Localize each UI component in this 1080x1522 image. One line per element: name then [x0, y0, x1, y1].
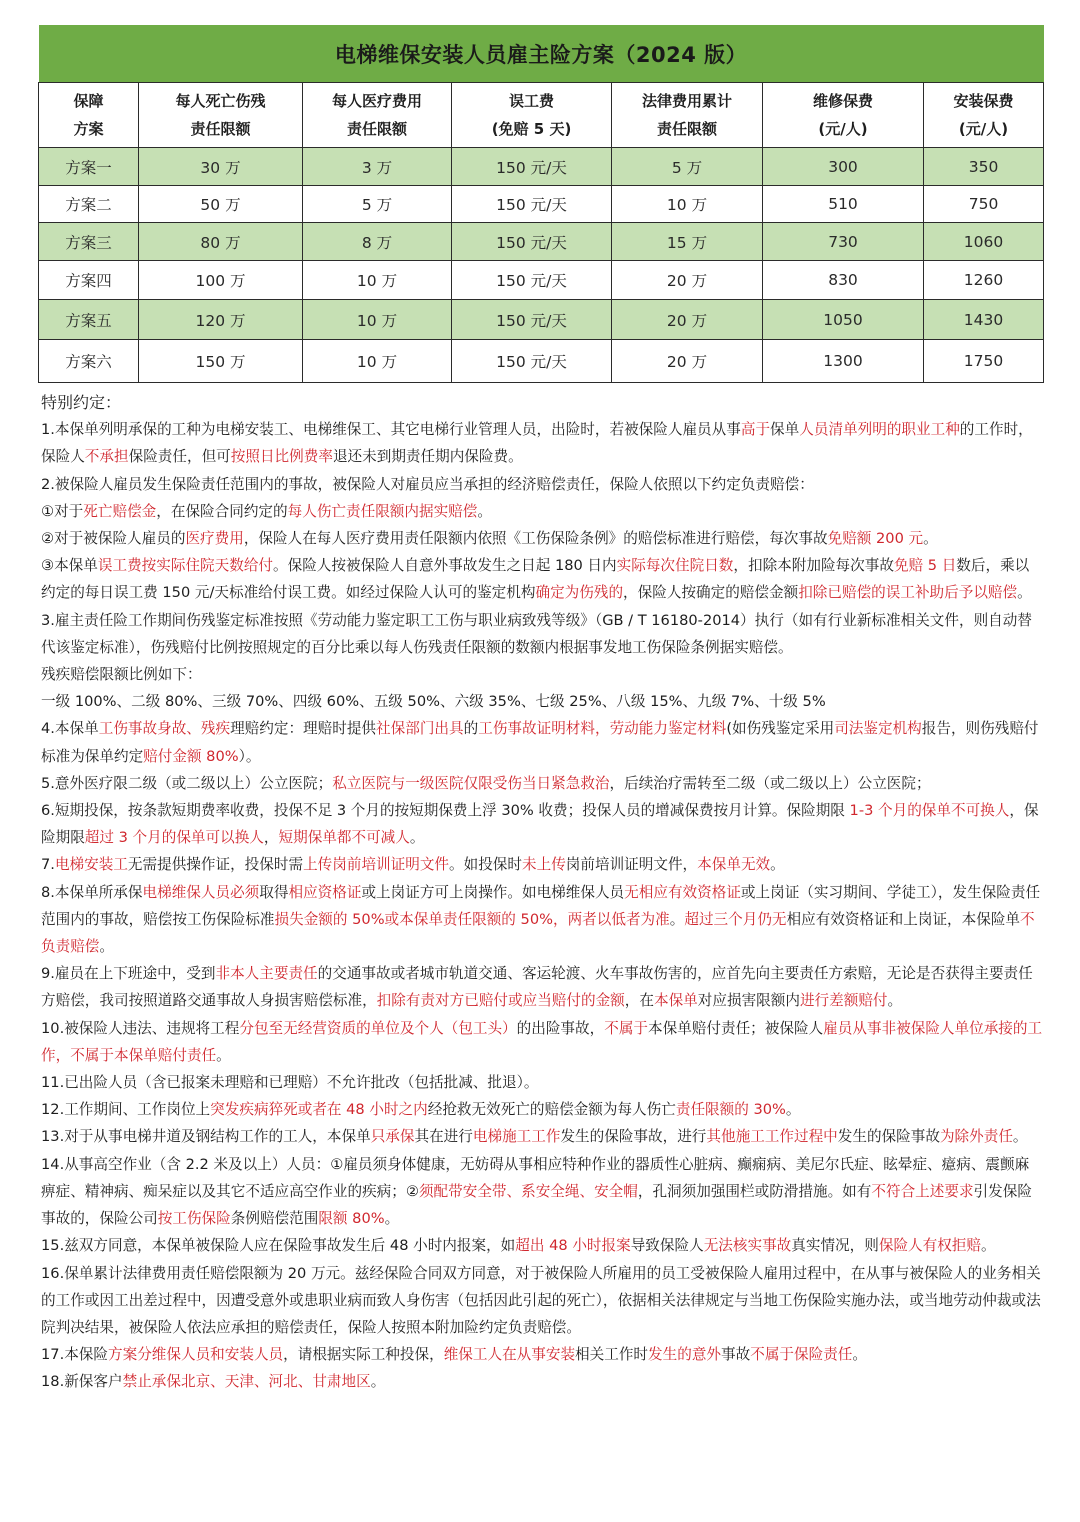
highlighted-text: 每人伤亡责任限额内据实赔偿: [287, 502, 478, 520]
provision-item: [41, 1260, 1043, 1342]
highlighted-text: 不承担: [84, 448, 129, 466]
highlighted-text: 不属于保险责任: [750, 1346, 853, 1364]
plan-name-cell: 方案六: [39, 340, 139, 383]
table-cell: 120 万: [139, 300, 303, 340]
highlighted-text: 1-3 个月的保单不可换人: [849, 802, 1010, 820]
provision-text: 。: [981, 1237, 996, 1255]
highlighted-text: 超出 48 小时报案: [515, 1237, 631, 1255]
table-cell: 830: [763, 261, 924, 300]
column-header-line: 误工费: [508, 92, 554, 110]
provision-item: [41, 416, 1043, 470]
table-cell: 150 元/天: [452, 261, 612, 300]
table-cell: 10 万: [303, 300, 452, 340]
table-cell: 80 万: [139, 223, 303, 261]
provision-text: 经抢救无效死亡的赔偿金额为每人伤亡: [427, 1101, 676, 1119]
highlighted-text: 上传岗前培训证明文件: [303, 856, 450, 874]
provision-text: (如伤残鉴定采用: [726, 720, 835, 738]
table-row: [39, 340, 1044, 383]
provision-text: ，在: [624, 992, 654, 1010]
table-cell: 20 万: [612, 261, 763, 300]
provision-text: 12.工作期间、工作岗位上: [41, 1101, 211, 1119]
column-header: [612, 83, 763, 148]
provision-text: 。: [785, 1101, 801, 1119]
provision-item: [41, 688, 1043, 715]
provision-text: 11.已出险人员（含已报案未理赔和已理赔）不允许批改（包括批减、批退）。: [41, 1074, 539, 1092]
provision-text: 。: [384, 1210, 400, 1228]
column-header: [139, 83, 303, 148]
highlighted-text: 医疗费用: [185, 530, 244, 548]
provision-text: 数后，乘以约定的每日误工费 150 元/天标准给付误工费。如经过保险人认可的鉴定机构: [41, 557, 1030, 602]
provision-text: ，孔洞须加强围栏或防滑措施。如有: [637, 1182, 872, 1200]
provision-text: 保险责任，但可: [128, 448, 231, 466]
special-provisions-label: 特别约定：: [41, 393, 122, 412]
highlighted-text: 无法核实事故: [703, 1237, 792, 1255]
provision-item: [41, 525, 1043, 552]
plan-name-cell: 方案五: [39, 300, 139, 340]
provision-text: ，保险人在每人医疗费用责任限额内依照《工伤保险条例》的赔偿标准进行赔偿，每次事故: [243, 530, 828, 548]
provision-text: 16.保单累计法律费用责任赔偿限额为 20 万元。兹经保险合同双方同意，对于被保险人所雇用的员工受被保险人雇用过程中，在从事与被保险人的业务相关的工作或因工出差过程中，因遭受意外或患职业病而致人身伤害（包括因此引起的死亡），依据相关法律规定与当地工伤保险实施办法，或当地劳动仲裁或法院判决结果，被保险人依法应承担的赔偿责任，保险人按照本附加险约定负责赔偿。: [41, 1264, 1041, 1336]
provision-text: 15.兹双方同意，本保单被保险人应在保险事故发生后 48 小时内报案，如: [41, 1237, 516, 1255]
provision-text: 引发保险事故的，保险公司: [41, 1182, 1032, 1228]
provision-item: [41, 851, 1043, 878]
provision-text: 退还未到期责任期内保险费。: [332, 448, 523, 466]
provision-item: [41, 1151, 1043, 1233]
provision-text: 。: [669, 910, 685, 928]
highlighted-text: 扣除已赔偿的误工补助后予以赔偿: [798, 584, 1018, 602]
provision-text: ③本保单: [41, 557, 98, 575]
provision-text: 其在进行: [414, 1128, 473, 1146]
table-row: [39, 300, 1044, 340]
highlighted-text: 扣除有责对方已赔付或应当赔付的金额: [376, 992, 625, 1010]
provision-text: ）。: [238, 747, 261, 765]
table-cell: 10 万: [303, 340, 452, 383]
column-header: [452, 83, 612, 148]
column-header-line: 责任限额: [190, 120, 251, 138]
table-row: [39, 223, 1044, 261]
table-cell: 30 万: [139, 148, 303, 186]
highlighted-text: 分包至无经营资质的单位及个人（包工头）: [239, 1019, 517, 1037]
table-cell: 20 万: [612, 340, 763, 383]
provision-text: 对应损害限额内: [697, 992, 800, 1010]
provision-text: 。: [887, 992, 903, 1010]
provision-text: 的出险事故，: [516, 1019, 605, 1037]
page-title: 电梯维保安装人员雇主险方案（2024 版）: [39, 25, 1044, 83]
provision-text: 残疾赔偿限额比例如下：: [41, 666, 202, 684]
provision-text: 事故: [721, 1346, 751, 1364]
column-header: [924, 83, 1044, 148]
provision-text: 岗前培训证明文件，: [565, 856, 698, 874]
highlighted-text: 工伤事故身故、残疾: [98, 720, 231, 738]
highlighted-text: 司法鉴定机构: [834, 720, 922, 738]
provision-text: 14.从事高空作业（含 2.2 米及以上）人员：①雇员须身体健康，无妨碍从事相应特种作业的器质性心脏病、癫痫病、美尼尔氏症、眩晕症、癔病、震颤麻痹症、精神病、痴呆症以及其它不适应高空作业的疾病；②: [41, 1155, 1030, 1200]
provision-item: [41, 1015, 1043, 1069]
highlighted-text: 电梯安装工: [54, 856, 128, 874]
highlighted-text: 工伤事故证明材料，劳动能力鉴定材料: [478, 720, 727, 738]
provision-text: 真实情况，则: [791, 1237, 879, 1255]
column-header-line: 责任限额: [656, 120, 717, 138]
highlighted-text: 其他施工工作过程中: [706, 1128, 838, 1146]
provision-text: 报告，则伤残赔付标准为保单约定: [41, 720, 1039, 765]
table-cell: 5 万: [612, 148, 763, 186]
provision-text: ，在保险合同约定的: [156, 502, 288, 520]
provision-text: 发生的保险事故，进行: [560, 1128, 707, 1146]
provision-text: 。: [852, 1346, 867, 1364]
highlighted-text: 不符合上述要求: [871, 1182, 974, 1200]
table-cell: 300: [763, 148, 924, 186]
column-header-line: 保障: [73, 92, 104, 110]
highlighted-text: 限额 80%: [318, 1210, 385, 1228]
provision-text: 5.意外医疗限二级（或二级以上）公立医院；: [41, 774, 333, 792]
highlighted-text: 雇员从事非被保险人单位承接的工作，不属于本保单赔付责任: [41, 1019, 1043, 1064]
highlighted-text: 电梯维保人员必须: [142, 883, 260, 901]
highlighted-text: 维保工人在从事安装: [443, 1346, 576, 1364]
highlighted-text: 不负责赔偿: [41, 910, 1035, 956]
column-header: [39, 83, 139, 148]
highlighted-text: 禁止承保北京、天津、河北、甘肃地区: [122, 1373, 371, 1391]
provision-text: 18.新保客户: [41, 1373, 123, 1391]
column-header-line: (免赔 5 天): [491, 120, 572, 138]
table-cell: 350: [924, 148, 1044, 186]
column-header-line: 每人死亡伤残: [175, 92, 266, 110]
highlighted-text: 电梯施工工作: [472, 1128, 561, 1146]
provisions-list: [41, 416, 1043, 1395]
provision-text: 7.: [41, 856, 55, 874]
table-cell: 150 元/天: [452, 186, 612, 223]
provision-text: 。: [409, 829, 425, 847]
column-header-line: (元/人): [958, 120, 1009, 138]
provision-text: 相关工作时: [575, 1346, 649, 1364]
table-cell: 15 万: [612, 223, 763, 261]
table-cell: 10 万: [303, 261, 452, 300]
highlighted-text: 方案分维保人员和安装人员: [108, 1346, 284, 1364]
column-header-line: 安装保费: [953, 92, 1014, 110]
highlighted-text: 超过三个月仍无: [684, 910, 787, 928]
provision-item: [41, 498, 1043, 525]
highlighted-text: 人员清单列明的职业工种: [799, 421, 960, 439]
plan-name-cell: 方案一: [39, 148, 139, 186]
table-cell: 50 万: [139, 186, 303, 223]
provision-text: 相应有效资格证和上岗证，本保险单: [786, 910, 1021, 928]
highlighted-text: 超过 3 个月的保单可以换人: [84, 829, 264, 847]
highlighted-text: 死亡赔偿金: [83, 502, 157, 520]
table-row: [39, 261, 1044, 300]
provision-text: 。: [770, 856, 785, 874]
highlighted-text: 社保部门出具: [376, 720, 464, 738]
highlighted-text: 保险人有权拒赔: [878, 1237, 982, 1255]
provision-text: 。: [1017, 584, 1032, 602]
provision-item: [41, 1232, 1043, 1259]
provision-item: [41, 552, 1043, 606]
provision-text: 或上岗证（实习期间、学徒工），发生保险责任范围内的事故，赔偿按工伤保险标准: [41, 883, 1041, 928]
provision-text: 本保单赔付责任；被保险人: [648, 1019, 824, 1037]
provision-text: 6.短期投保，按条款短期费率收费，投保不足 3 个月的按短期保费上浮 30% 收费；投保人员的增减保费按月计算。保险期限: [41, 802, 850, 820]
highlighted-text: 按照日比例费率: [230, 448, 333, 466]
plan-name-cell: 方案四: [39, 261, 139, 300]
provision-text: 8.本保单所承保: [41, 883, 143, 901]
column-header: [763, 83, 924, 148]
table-cell: 10 万: [612, 186, 763, 223]
provision-text: 或上岗证方可上岗操作。如电梯维保人员: [361, 883, 625, 901]
highlighted-text: 按工伤保险: [157, 1210, 231, 1228]
table-cell: 730: [763, 223, 924, 261]
table-cell: 150 元/天: [452, 223, 612, 261]
provision-text: 的交通事故或者城市轨道交通、客运轮渡、火车事故伤害的，应首先向主要责任方索赔，无论是否获得主要责任方赔偿，我司按照道路交通事故人身损害赔偿标准，: [41, 965, 1033, 1010]
table-cell: 1050: [763, 300, 924, 340]
provision-text: ，后续治疗需转至二级（或二级以上）公立医院；: [609, 774, 931, 792]
provision-text: 理赔约定：理赔时提供: [230, 720, 377, 738]
table-cell: 1300: [763, 340, 924, 383]
highlighted-text: 非本人主要责任: [215, 965, 318, 983]
table-cell: 1750: [924, 340, 1044, 383]
provision-text: 无需提供操作证，投保时需: [127, 856, 304, 874]
highlighted-text: 无相应有效资格证: [624, 883, 741, 901]
provision-text: 导致保险人: [630, 1237, 704, 1255]
table-cell: 3 万: [303, 148, 452, 186]
provision-text: 3.雇主责任险工作期间伤残鉴定标准按照《劳动能力鉴定职工工伤与职业病致残等级》（GB / T 16180-2014）执行（如有行业新标准相关文件，则自动替代该鉴定标准），伤残赔付比例按照规定的百分比乘以每人伤残责任限额的数额内根据事发地工伤保险条例据实赔偿。: [41, 611, 1032, 656]
provision-item: [41, 715, 1043, 769]
provision-item: [41, 1069, 1043, 1096]
column-header-line: 每人医疗费用: [331, 92, 422, 110]
column-header-line: 法律费用累计: [641, 92, 732, 110]
highlighted-text: 进行差额赔付: [799, 992, 888, 1010]
plan-name-cell: 方案二: [39, 186, 139, 223]
provision-text: 10.被保险人违法、违规将工程: [41, 1019, 240, 1037]
highlighted-text: 免赔 5 日: [893, 557, 957, 575]
provision-text: 。: [216, 1046, 231, 1064]
provision-text: 条例赔偿范围: [230, 1210, 319, 1228]
highlighted-text: 免赔额 200 元: [827, 530, 924, 548]
insurance-plan-table: [38, 25, 1044, 383]
highlighted-text: 本保单无效: [697, 856, 771, 874]
highlighted-text: 赔付金额 80%: [143, 747, 239, 765]
provision-text: 一级 100%、二级 80%、三级 70%、四级 60%、五级 50%、六级 35%、七级 25%、八级 15%、九级 7%、十级 5%: [41, 693, 826, 711]
column-header-line: 维修保费: [812, 92, 873, 110]
table-body: [39, 148, 1044, 383]
highlighted-text: 须配带安全带、系安全绳、安全帽: [418, 1182, 638, 1200]
provision-item: [41, 1123, 1043, 1150]
provision-text: 4.本保单: [41, 720, 99, 738]
provision-item: [41, 797, 1043, 851]
table-cell: 150 万: [139, 340, 303, 383]
provision-text: ，扣除本附加险每次事故: [733, 557, 894, 575]
highlighted-text: 责任限额的 30%: [675, 1101, 786, 1119]
provision-text: ，保险人按确定的赔偿金额: [623, 584, 799, 602]
table-cell: 100 万: [139, 261, 303, 300]
table-cell: 1060: [924, 223, 1044, 261]
provision-text: 13.对于从事电梯井道及钢结构工作的工人，本保单: [41, 1128, 371, 1146]
highlighted-text: 损失金额的 50%或本保单责任限额的 50%，两者以低者为准: [274, 910, 670, 928]
provision-item: [41, 607, 1043, 661]
table-cell: 150 元/天: [452, 340, 612, 383]
highlighted-text: 发生的意外: [648, 1346, 722, 1364]
highlighted-text: 相应资格证: [288, 883, 362, 901]
highlighted-text: 误工费按实际住院天数给付: [97, 557, 274, 575]
table-header-row: [39, 83, 1044, 148]
provision-item: [41, 1096, 1043, 1123]
provision-text: ②对于被保险人雇员的: [41, 530, 186, 548]
provision-item: [41, 661, 1043, 688]
provision-text: 的工作时，保险人: [41, 421, 1033, 466]
provision-text: 。: [99, 938, 114, 956]
provision-text: ①对于: [41, 502, 84, 520]
provision-text: 1.本保单列明承保的工种为电梯安装工、电梯维保工、其它电梯行业管理人员，出险时，若被保险人雇员从事: [41, 421, 741, 439]
table-cell: 5 万: [303, 186, 452, 223]
column-header-line: 责任限额: [346, 120, 407, 138]
table-cell: 150 元/天: [452, 300, 612, 340]
table-cell: 1430: [924, 300, 1044, 340]
provision-item: [41, 1368, 1043, 1395]
provision-text: 9.雇员在上下班途中，受到: [41, 965, 216, 983]
provision-item: [41, 1341, 1043, 1368]
provision-item: [41, 770, 1043, 797]
highlighted-text: 确定为伤残的: [535, 584, 624, 602]
highlighted-text: 高于: [740, 421, 771, 439]
provision-text: 2.被保险人雇员发生保险责任范围内的事故，被保险人对雇员应当承担的经济赔偿责任，保险人依照以下约定负责赔偿：: [41, 475, 814, 493]
highlighted-text: 不属于: [604, 1019, 649, 1037]
provision-text: ，: [263, 829, 279, 847]
provision-text: 17.本保险: [41, 1346, 108, 1364]
provision-item: [41, 879, 1043, 961]
provision-text: 的: [463, 720, 479, 738]
provision-text: ，请根据实际工种投保，: [283, 1346, 444, 1364]
highlighted-text: 私立医院与一级医院仅限受伤当日紧急救治: [332, 774, 610, 792]
provision-text: 。: [477, 502, 492, 520]
highlighted-text: 实际每次住院日数: [616, 557, 734, 575]
provision-text: 。如投保时: [449, 856, 522, 874]
table-row: [39, 148, 1044, 186]
table-cell: 150 元/天: [452, 148, 612, 186]
provision-text: 。: [370, 1373, 386, 1391]
provision-item: [41, 960, 1043, 1014]
special-provisions: [41, 389, 1043, 1396]
provision-text: 发生的保险事故: [837, 1128, 940, 1146]
plan-name-cell: 方案三: [39, 223, 139, 261]
provision-text: 。: [1012, 1128, 1028, 1146]
highlighted-text: 本保单: [653, 992, 698, 1010]
provision-text: 。保险人按被保险人自意外事故发生之日起 180 日内: [273, 557, 617, 575]
table-row: [39, 186, 1044, 223]
provision-text: ，保险期限: [41, 802, 1039, 847]
column-header-line: (元/人): [818, 120, 868, 138]
highlighted-text: 突发疾病猝死或者在 48 小时之内: [210, 1101, 428, 1119]
highlighted-text: 未上传: [522, 856, 566, 874]
highlighted-text: 只承保: [370, 1128, 415, 1146]
table-cell: 20 万: [612, 300, 763, 340]
provision-item: [41, 471, 1043, 498]
provision-text: 取得: [259, 883, 289, 901]
highlighted-text: 短期保单都不可减人: [278, 829, 410, 847]
provision-text: 。: [923, 530, 938, 548]
provision-text: 保单: [770, 421, 800, 439]
highlighted-text: 为除外责任: [939, 1128, 1013, 1146]
table-cell: 1260: [924, 261, 1044, 300]
column-header-line: 方案: [73, 120, 104, 138]
table-cell: 750: [924, 186, 1044, 223]
column-header: [303, 83, 452, 148]
table-cell: 510: [763, 186, 924, 223]
table-cell: 8 万: [303, 223, 452, 261]
